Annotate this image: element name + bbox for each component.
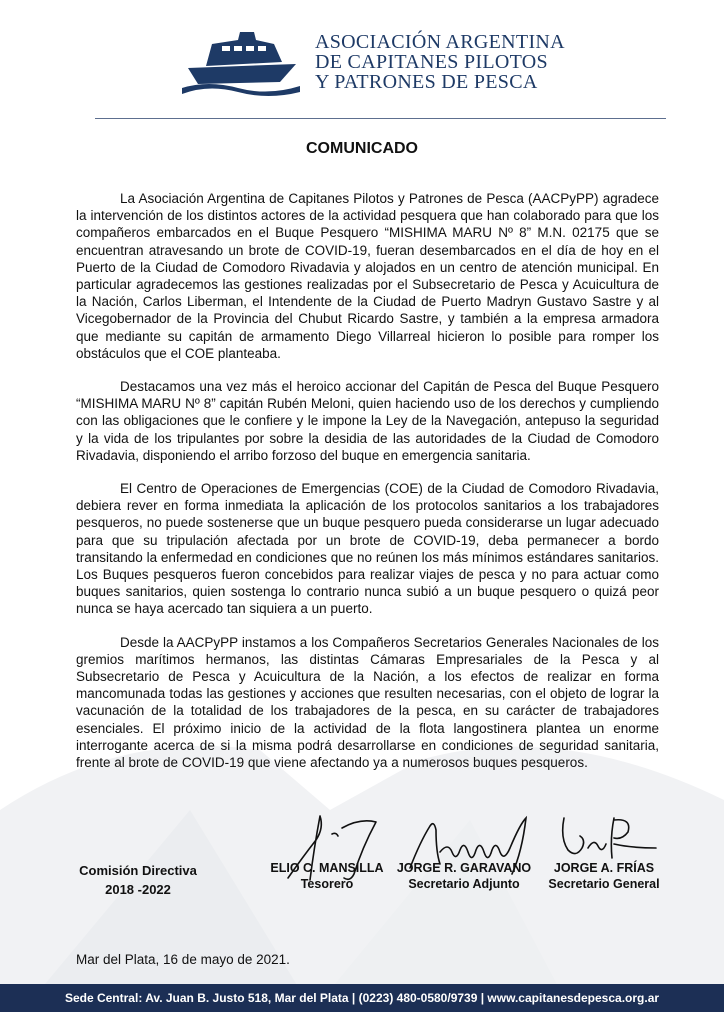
signer-role: Secretario General — [548, 877, 660, 891]
signer-role: Tesorero — [300, 877, 354, 891]
signer-name: JORGE R. GARAVANO — [396, 861, 532, 875]
document-body — [76, 190, 659, 771]
footer-bar — [0, 984, 724, 1012]
signer-block — [540, 860, 668, 892]
paragraph-2: Destacamos una vez más el heroico accionar del Capitán de Pesca del Buque Pesquero “MISHIMA MARU Nº 8” capitán Rubén Meloni, quien haciendo uso de los derechos y cumpliendo con las obligaciones que le confiere y le impone la Ley de la Navegación, antepuso la seguridad y la vida de los tripulantes por sobre la desidia de las autoridades de la Ciudad de Comodoro Rivadavia, disponiendo el arribo forzoso del buque en emergencia sanitaria. — [76, 379, 659, 463]
commission-block — [70, 861, 206, 899]
org-name-line-2: DE CAPITANES PILOTOS — [315, 51, 548, 73]
document-title: COMUNICADO — [306, 140, 418, 157]
header-divider — [95, 118, 666, 119]
paragraph-4: Desde la AACPyPP instamos a los Compañeros Secretarios Generales Nacionales de los gremios marítimos hermanos, las distintas Cámaras Empresariales de la Pesca y al Subsecretario de Pesca y Acuicultura de la Nación, a los efectos de realizar en forma mancomunada todas las gestiones y acciones que resulten necesarias, con el objeto de lograr la vacunación de la totalidad de los trabajadores de la pesca, en su carácter de trabajadores esenciales. El próximo inicio de la actividad de la flota langostinera plantea un enorme interrogante acerca de si la misma podrá desarrollarse en condiciones de seguridad sanitaria, frente al brote de COVID-19 que viene afectando ya a numerosos buques pesqueros. — [76, 634, 659, 771]
signer-block — [396, 860, 532, 892]
paragraph-1: La Asociación Argentina de Capitanes Pilotos y Patrones de Pesca (AACPyPP) agradece la intervención de los distintos actores de la actividad pesquera que han colaborado para que los compañeros embarcados en el Buque Pesquero “MISHIMA MARU Nº 8” M.N. 02175 que se encuentran atravesando un brote de COVID-19, fueran desembarcados en el día de hoy en el Puerto de la Ciudad de Comodoro Rivadavia y alojados en un centro de atención municipal. En particular agradecemos las gestiones realizadas por el Subsecretario de Pesca y Acuicultura de la Nación, Carlos Liberman, el Intendente de la Ciudad de Puerto Madryn Gustavo Sastre y al Vicegobernador de la Provincia del Chubut Ricardo Sastre, y también a la empresa armadora que mediante su capitán de armamento Diego Villarreal hicieron lo posible para romper los obstáculos que el COE planteaba. — [76, 191, 659, 361]
commission-period: 2018 -2022 — [105, 882, 171, 897]
footer-contact-text: Sede Central: Av. Juan B. Justo 518, Mar del Plata | (0223) 480-0580/9739 | www.capitanesdepesca.org.ar — [64, 991, 660, 1005]
signer-role: Secretario Adjunto — [408, 877, 520, 891]
ship-logo — [178, 26, 304, 96]
paragraph-3: El Centro de Operaciones de Emergencias (COE) de la Ciudad de Comodoro Rivadavia, debiera rever en forma inmediata la aplicación de los protocolos sanitarios a los trabajadores pesqueros, no puede sostenerse que un buque pesquero pueda considerarse un lugar adecuado para que su tripulación afectada por un brote de COVID-19, deba permanecer a bordo transitando la enfermedad en condiciones que no reúnen los más mínimos estándares sanitarios. Los Buques pesqueros fueron concebidos para realizar viajes de pesca y no para actuar como buques sanitarios, quien sostenga lo contrario nunca subió a un buque pesquero o quizá peor nunca se haya acercado tan siquiera a un puerto. — [76, 481, 659, 617]
commission-title: Comisión Directiva — [79, 863, 197, 878]
signer-name: JORGE A. FRÍAS — [553, 861, 655, 875]
org-name-line-3: Y PATRONES DE PESCA — [315, 71, 538, 93]
org-name-line-1: ASOCIACIÓN ARGENTINA — [315, 31, 565, 53]
organization-name — [315, 32, 565, 92]
signer-name: ELIO C. MANSILLA — [270, 861, 384, 875]
signer-block — [262, 860, 392, 892]
date-line: Mar del Plata, 16 de mayo de 2021. — [76, 952, 290, 967]
